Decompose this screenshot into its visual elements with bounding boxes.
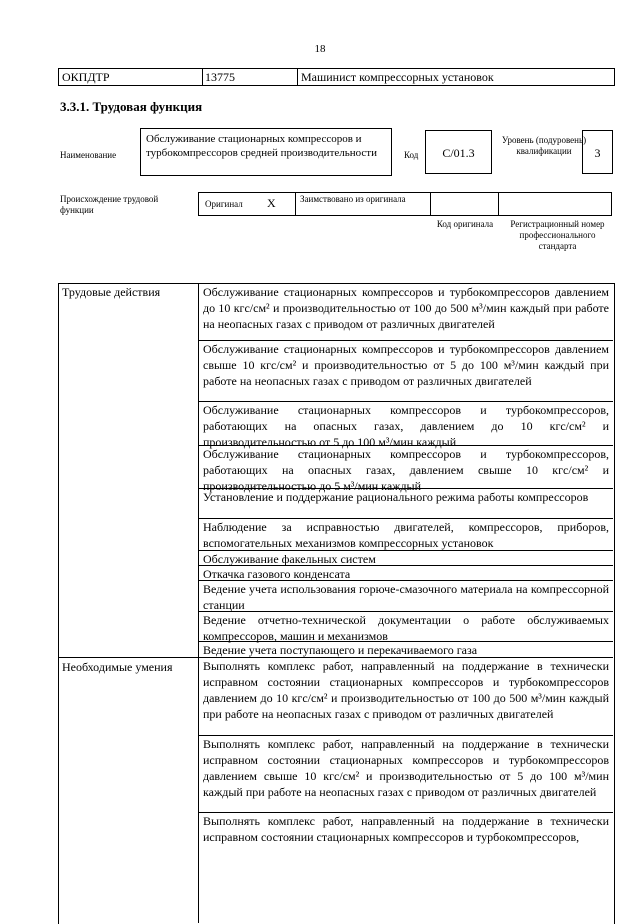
- section-title: 3.3.1. Трудовая функция: [60, 99, 203, 114]
- borrowed-cell: [296, 192, 431, 216]
- labor-actions-label: Трудовые действия: [62, 285, 161, 299]
- skill-item: Выполнять комплекс работ, направленный на поддержание в технически исправном состоянии стационарных компрессоров и турбокомпрессоров давлением свыше 10 кгс/см² и производительностью от 5 до 100 м³/мин каждый при работе на неопасных газах с приводом от различных двигателей: [203, 737, 609, 799]
- level-label: Уровень (подуровень) квалификации: [501, 135, 587, 156]
- labor-action-item: Ведение учета использования горюче-смазочного материала на компрессорной станции: [203, 582, 609, 612]
- labor-action-item: Обслуживание стационарных компрессоров и турбокомпрессоров, работающих на опасных газах, давлением свыше 10 кгс/см² и производительностью до 5 м³/мин каждый: [203, 447, 609, 493]
- labor-action-item: Обслуживание факельных систем: [203, 552, 376, 566]
- origin-label: Происхождение трудовой функции: [60, 194, 159, 215]
- origin-row: [198, 192, 612, 216]
- original-cell: [198, 192, 296, 216]
- okpdtr-code: 13775: [202, 69, 298, 85]
- skill-item: Выполнять комплекс работ, направленный на поддержание в технически исправном состоянии стационарных компрессоров и турбокомпрессоров давлением до 10 кгс/см² и производительностью от 100 до 500 м³/мин каждый при работе на неопасных газах с приводом от различных двигателей: [203, 659, 609, 721]
- code-label: Код: [404, 150, 419, 160]
- code-original-label: Код оригинала: [436, 219, 494, 229]
- labor-action-item: Установление и поддержание рационального режима работы компрессоров: [203, 490, 589, 504]
- labor-action-item: Откачка газового конденсата: [203, 567, 351, 581]
- skill-item: Выполнять комплекс работ, направленный на поддержание в технически исправном состоянии стационарных компрессоров и турбокомпрессоров,: [203, 814, 609, 844]
- function-name: Обслуживание стационарных компрессоров и турбокомпрессоров средней производительности: [140, 128, 392, 176]
- reg-number-label: Регистрационный номер профессионального стандарта: [510, 219, 605, 251]
- labor-action-item: Обслуживание стационарных компрессоров и турбокомпрессоров давлением свыше 10 кгс/см² и производительностью от 5 до 100 м³/мин каждый при работе на неопасных газах с приводом от различных двигателей: [203, 342, 609, 388]
- name-label: Наименование: [60, 150, 117, 160]
- labor-action-item: Ведение отчетно-технической документации о работе обслуживаемых компрессоров, машин и механизмов: [203, 613, 609, 643]
- original-mark: X: [267, 196, 276, 210]
- labor-action-item: Обслуживание стационарных компрессоров и турбокомпрессоров, работающих на опасных газах, давлением до 10 кгс/см² и производительностью от 5 до 100 м³/мин каждый: [203, 403, 609, 449]
- level-value: 3: [582, 130, 613, 174]
- code-original-cell: [431, 192, 499, 216]
- page-number: 18: [314, 43, 326, 55]
- reg-number-cell: [499, 192, 612, 216]
- okpdtr-row: [58, 68, 615, 86]
- okpdtr-name: Машинист компрессорных установок: [301, 70, 494, 84]
- column-divider: [198, 283, 199, 923]
- labor-action-item: Наблюдение за исправностью двигателей, компрессоров, приборов, вспомогательных механизмов компрессорных установок: [203, 520, 609, 550]
- okpdtr-label: ОКПДТР: [59, 69, 203, 85]
- original-label: Оригинал: [205, 199, 243, 209]
- borrowed-label: Заимствовано из оригинала: [300, 194, 406, 204]
- skills-label: Необходимые умения: [62, 660, 173, 674]
- labor-action-item: Обслуживание стационарных компрессоров и турбокомпрессоров давлением до 10 кгс/см² и производительностью от 100 до 500 м³/мин каждый при работе на неопасных газах с приводом от различных двигателей: [203, 285, 609, 331]
- function-code: C/01.3: [425, 130, 492, 174]
- labor-action-item: Ведение учета поступающего и перекачиваемого газа: [203, 643, 478, 657]
